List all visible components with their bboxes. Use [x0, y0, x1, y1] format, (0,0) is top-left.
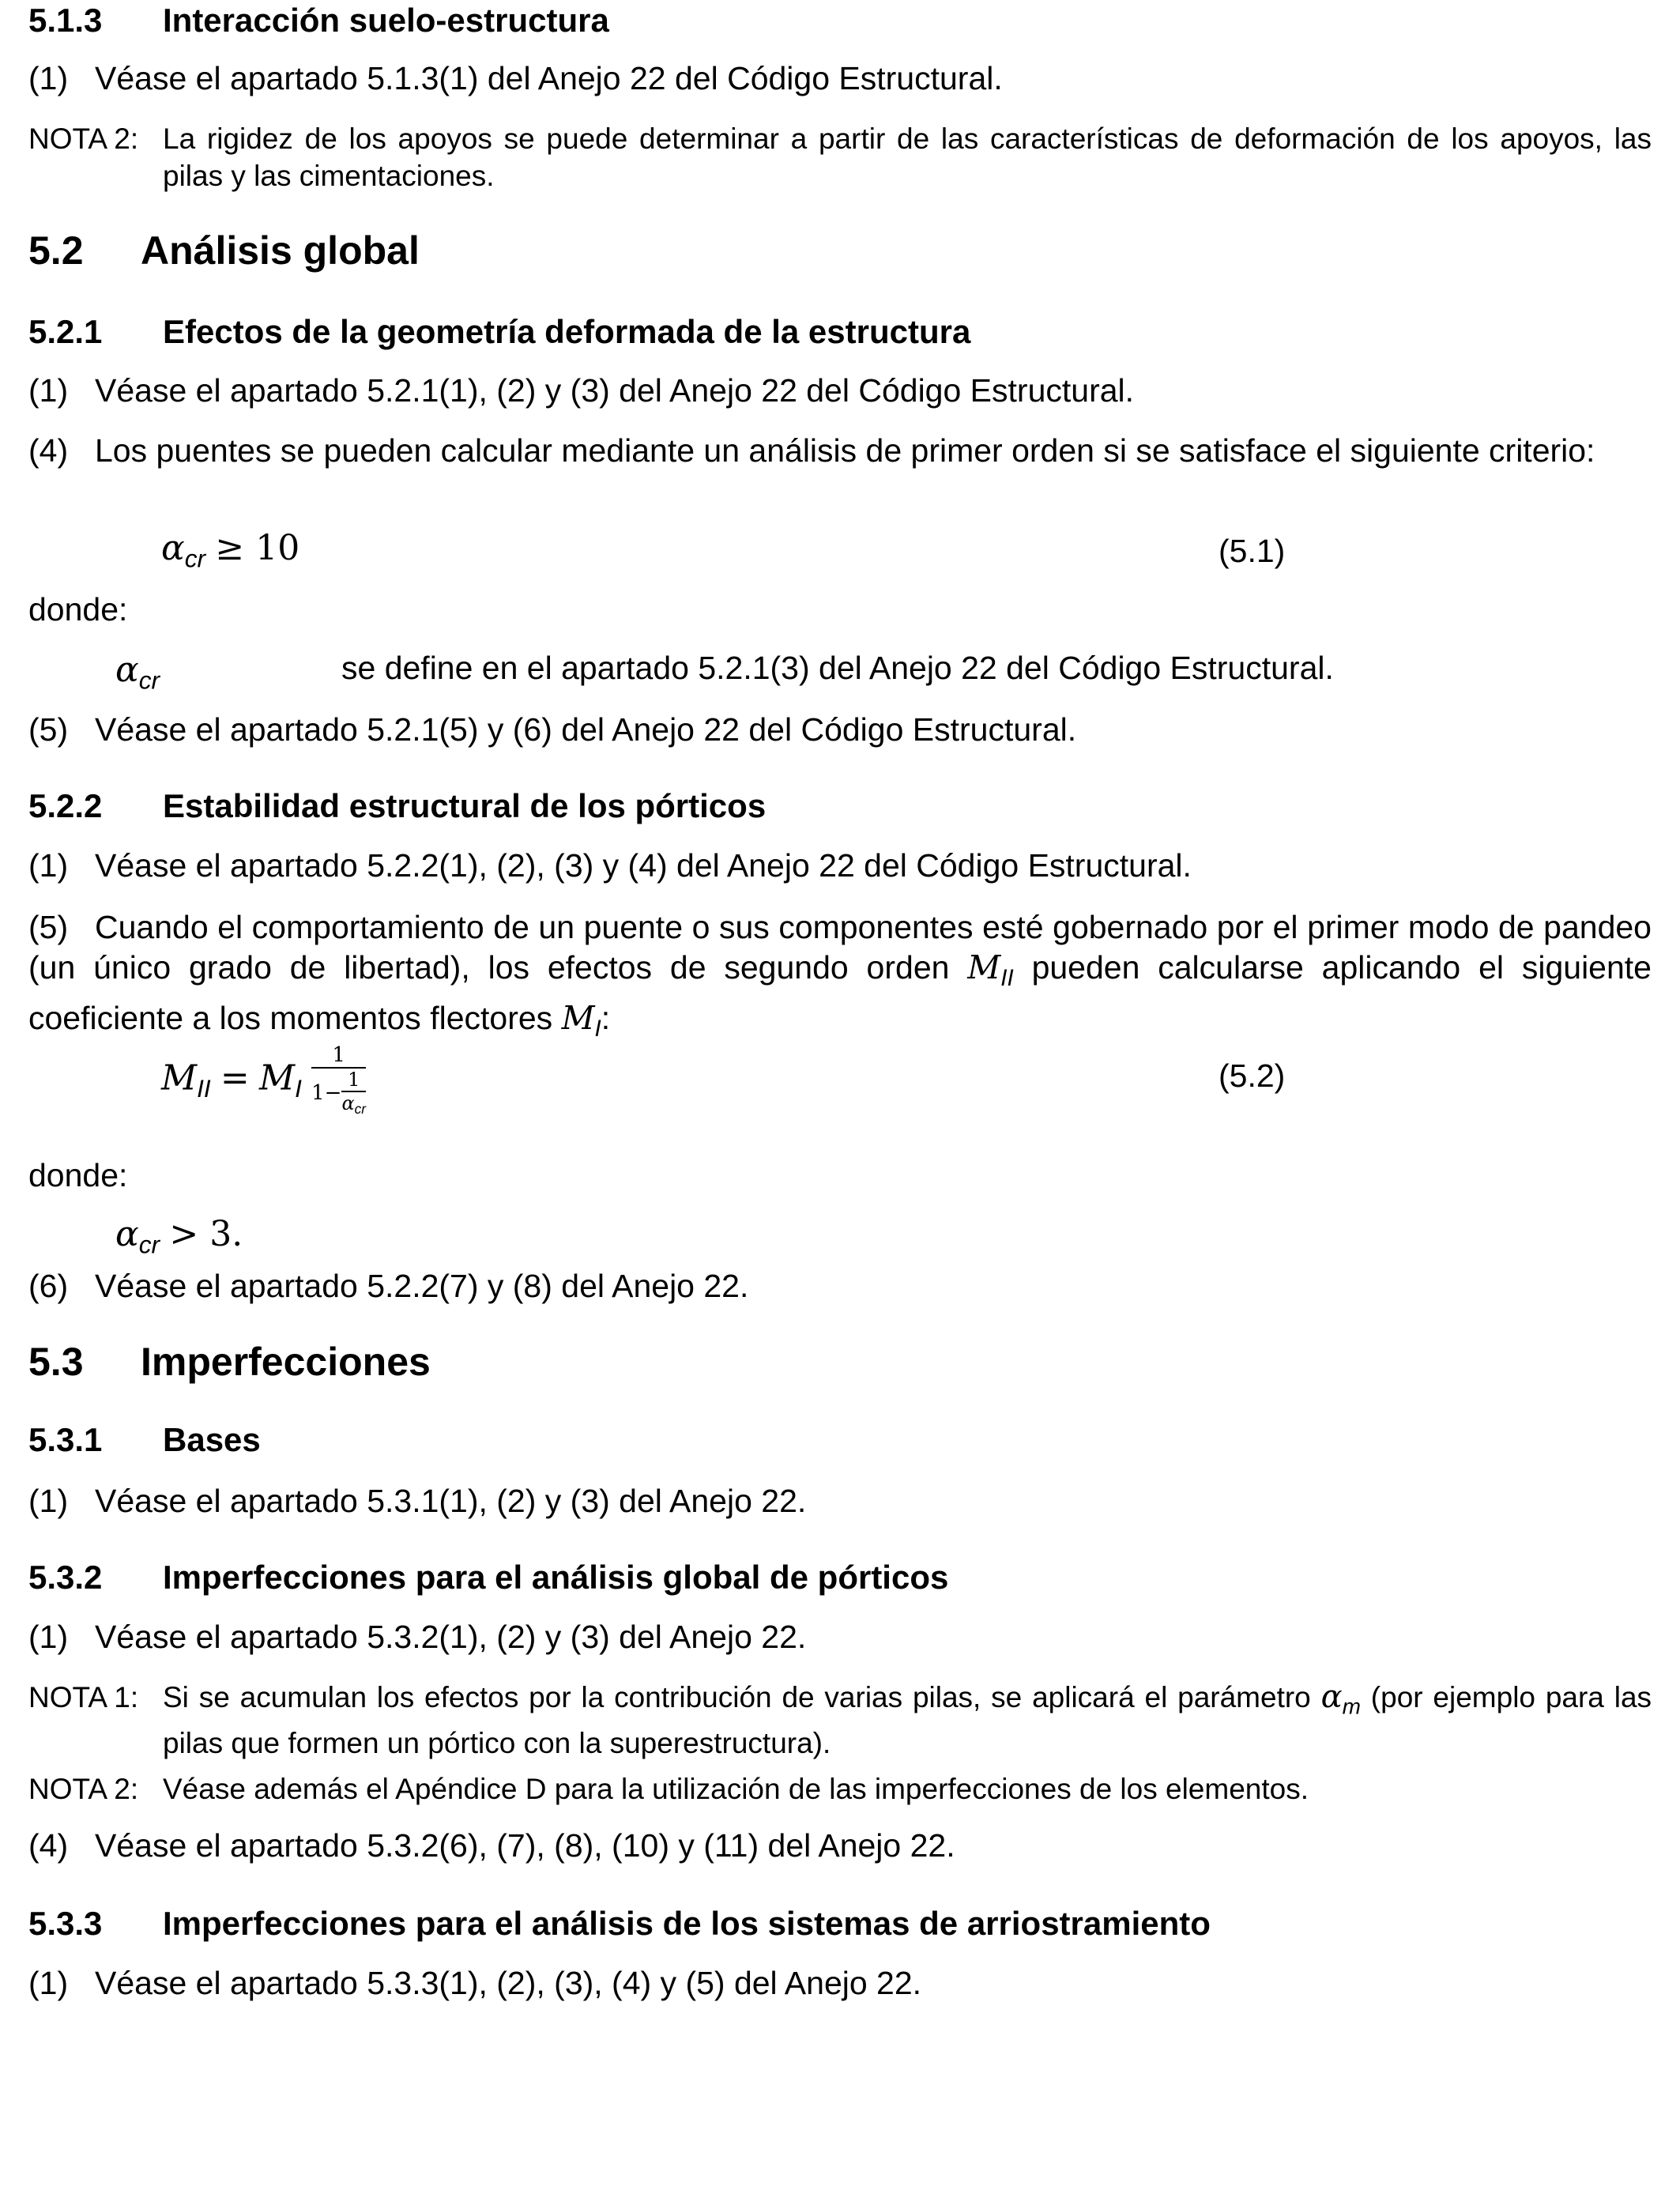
definition-alpha-text: se define en el apartado 5.2.1(3) del Anejo 22 del Código Estructural.: [341, 650, 1334, 686]
section-number: 5.3: [28, 1340, 84, 1384]
note-label: NOTA 2:: [28, 123, 139, 155]
definition-alpha-symbol: [115, 650, 160, 696]
paragraph-5-2-1-4: [28, 431, 1652, 471]
paragraph-number: (1): [28, 372, 69, 409]
fraction: [311, 1043, 366, 1118]
paragraph-number: (1): [28, 847, 69, 884]
note-5-1-3: [28, 120, 1652, 194]
inner-numerator: 1: [341, 1069, 366, 1092]
alpha-subscript: cr: [354, 1101, 367, 1118]
alpha-subscript: m: [1342, 1694, 1361, 1719]
section-number: 5.2: [28, 228, 84, 273]
moment-symbol: M: [161, 1057, 198, 1099]
donde-label: donde:: [28, 591, 128, 628]
section-title: Efectos de la geometría deformada de la estructura: [163, 313, 971, 350]
alpha-symbol: α: [115, 650, 139, 690]
paragraph-number: (1): [28, 60, 69, 96]
equation-number-5-1: (5.1): [1219, 533, 1286, 569]
paragraph-number: (1): [28, 1619, 69, 1655]
note-text: La rigidez de los apoyos se puede determinar a partir de las características de deformación de los apoyos, las pilas y las cimentaciones.: [163, 123, 1652, 192]
section-title: Imperfecciones para el análisis de los sistemas de arriostramiento: [163, 1905, 1211, 1942]
equation-5-2: [161, 1043, 366, 1118]
section-title: Análisis global: [141, 228, 420, 273]
one-minus: 1−: [311, 1081, 342, 1106]
paragraph-text: Cuando el comportamiento de un puente o sus componentes esté gobernado por el primer modo de pandeo (un único grado de libertad), los efectos de segundo orden: [28, 909, 1652, 986]
equation-number-5-2: (5.2): [1219, 1057, 1286, 1094]
section-number: 5.3.3: [28, 1905, 103, 1942]
section-title: Interacción suelo-estructura: [163, 2, 609, 39]
donde-label: donde:: [28, 1157, 128, 1193]
paragraph-5-3-2-1: [28, 1617, 1652, 1657]
paragraph-text: Véase el apartado 5.3.2(6), (7), (8), (10) y (11) del Anejo 22.: [95, 1827, 955, 1864]
section-title: Imperfecciones: [141, 1340, 431, 1384]
paragraph-text: Véase el apartado 5.3.1(1), (2) y (3) del Anejo 22.: [95, 1483, 807, 1519]
section-title: Bases: [163, 1421, 261, 1458]
paragraph-text: Véase el apartado 5.2.1(5) y (6) del Anejo 22 del Código Estructural.: [95, 711, 1077, 748]
moment-symbol: M: [259, 1057, 296, 1099]
equals-sign: =: [220, 1057, 250, 1099]
paragraph-number: (1): [28, 1483, 69, 1519]
condition-alpha: [115, 1214, 243, 1260]
inner-fraction: [341, 1069, 366, 1118]
paragraph-text: Los puentes se pueden calcular mediante un análisis de primer orden si se satisface el siguiente criterio:: [95, 432, 1595, 469]
inner-denominator: [341, 1092, 366, 1118]
section-title: Estabilidad estructural de los pórticos: [163, 787, 767, 824]
section-number: 5.3.2: [28, 1559, 103, 1596]
paragraph-5-2-2-1: [28, 846, 1652, 886]
note-text: Si se acumulan los efectos por la contribución de varias pilas, se aplicará el parámetro: [163, 1681, 1311, 1713]
paragraph-5-1-3-1: [28, 58, 1652, 99]
equation-5-1: [161, 528, 299, 574]
paragraph-text: Véase el apartado 5.3.2(1), (2) y (3) del Anejo 22.: [95, 1619, 807, 1655]
alpha-symbol: α: [341, 1092, 355, 1114]
note-text: Véase además el Apéndice D para la utilización de las imperfecciones de los elementos.: [163, 1773, 1309, 1805]
paragraph-5-3-3-1: [28, 1963, 1652, 2004]
alpha-symbol: α: [115, 1214, 139, 1254]
moment-symbol: M: [561, 998, 595, 1037]
paragraph-text: Véase el apartado 5.2.2(1), (2), (3) y (4) del Anejo 22 del Código Estructural.: [95, 847, 1192, 884]
note-label: NOTA 2:: [28, 1773, 139, 1805]
note-text-block: [163, 1679, 1652, 1762]
note-5-3-2-1: [28, 1679, 1652, 1762]
moment-subscript: II: [197, 1074, 211, 1103]
paragraph-number: (6): [28, 1268, 69, 1304]
note-5-3-2-2: [28, 1770, 1652, 1808]
section-number: 5.2.1: [28, 313, 103, 350]
paragraph-5-2-1-1: [28, 371, 1652, 411]
condition-relation: > 3.: [169, 1214, 243, 1254]
equation-relation: ≥ 10: [215, 528, 300, 568]
paragraph-number: (4): [28, 1827, 69, 1864]
section-number: 5.2.2: [28, 787, 103, 824]
paragraph-number: (4): [28, 432, 69, 469]
moment-subscript: I: [594, 1015, 601, 1042]
paragraph-text: Véase el apartado 5.3.3(1), (2), (3), (4) y (5) del Anejo 22.: [95, 1965, 922, 2001]
alpha-symbol: α: [161, 528, 185, 568]
note-text: (por ejemplo para las pilas que formen un pórtico con la superestructura).: [163, 1681, 1652, 1760]
paragraph-number: (5): [28, 711, 69, 748]
paragraph-text: Véase el apartado 5.2.1(1), (2) y (3) del Anejo 22 del Código Estructural.: [95, 372, 1135, 409]
section-number: 5.1.3: [28, 2, 103, 39]
paragraph-5-2-1-5: [28, 710, 1652, 750]
fraction-denominator: [311, 1069, 366, 1118]
moment-subscript: II: [1000, 964, 1014, 991]
paragraph-number: (5): [28, 909, 69, 945]
section-number: 5.3.1: [28, 1421, 103, 1458]
paragraph-text: Véase el apartado 5.2.2(7) y (8) del Anejo 22.: [95, 1268, 749, 1304]
paragraph-text: Véase el apartado 5.1.3(1) del Anejo 22 del Código Estructural.: [95, 60, 1003, 96]
paragraph-5-2-2-5: [28, 907, 1652, 1049]
paragraph-5-3-2-4: [28, 1826, 1652, 1866]
fraction-numerator: 1: [311, 1043, 366, 1069]
paragraph-number: (1): [28, 1965, 69, 2001]
section-title: Imperfecciones para el análisis global de pórticos: [163, 1559, 949, 1596]
moment-symbol: M: [967, 948, 1001, 986]
paragraph-5-2-2-6: [28, 1266, 1652, 1306]
alpha-symbol: α: [1320, 1679, 1343, 1715]
moment-subscript: I: [295, 1074, 302, 1103]
alpha-subscript: cr: [138, 1230, 160, 1259]
paragraph-text: :: [601, 999, 611, 1036]
paragraph-text: pueden calcularse aplicando el siguiente coeficiente a los momentos flectores: [28, 949, 1652, 1036]
alpha-subscript: cr: [184, 544, 206, 573]
alpha-subscript: cr: [138, 665, 160, 695]
note-label: NOTA 1:: [28, 1681, 139, 1713]
paragraph-5-3-1-1: [28, 1481, 1652, 1521]
